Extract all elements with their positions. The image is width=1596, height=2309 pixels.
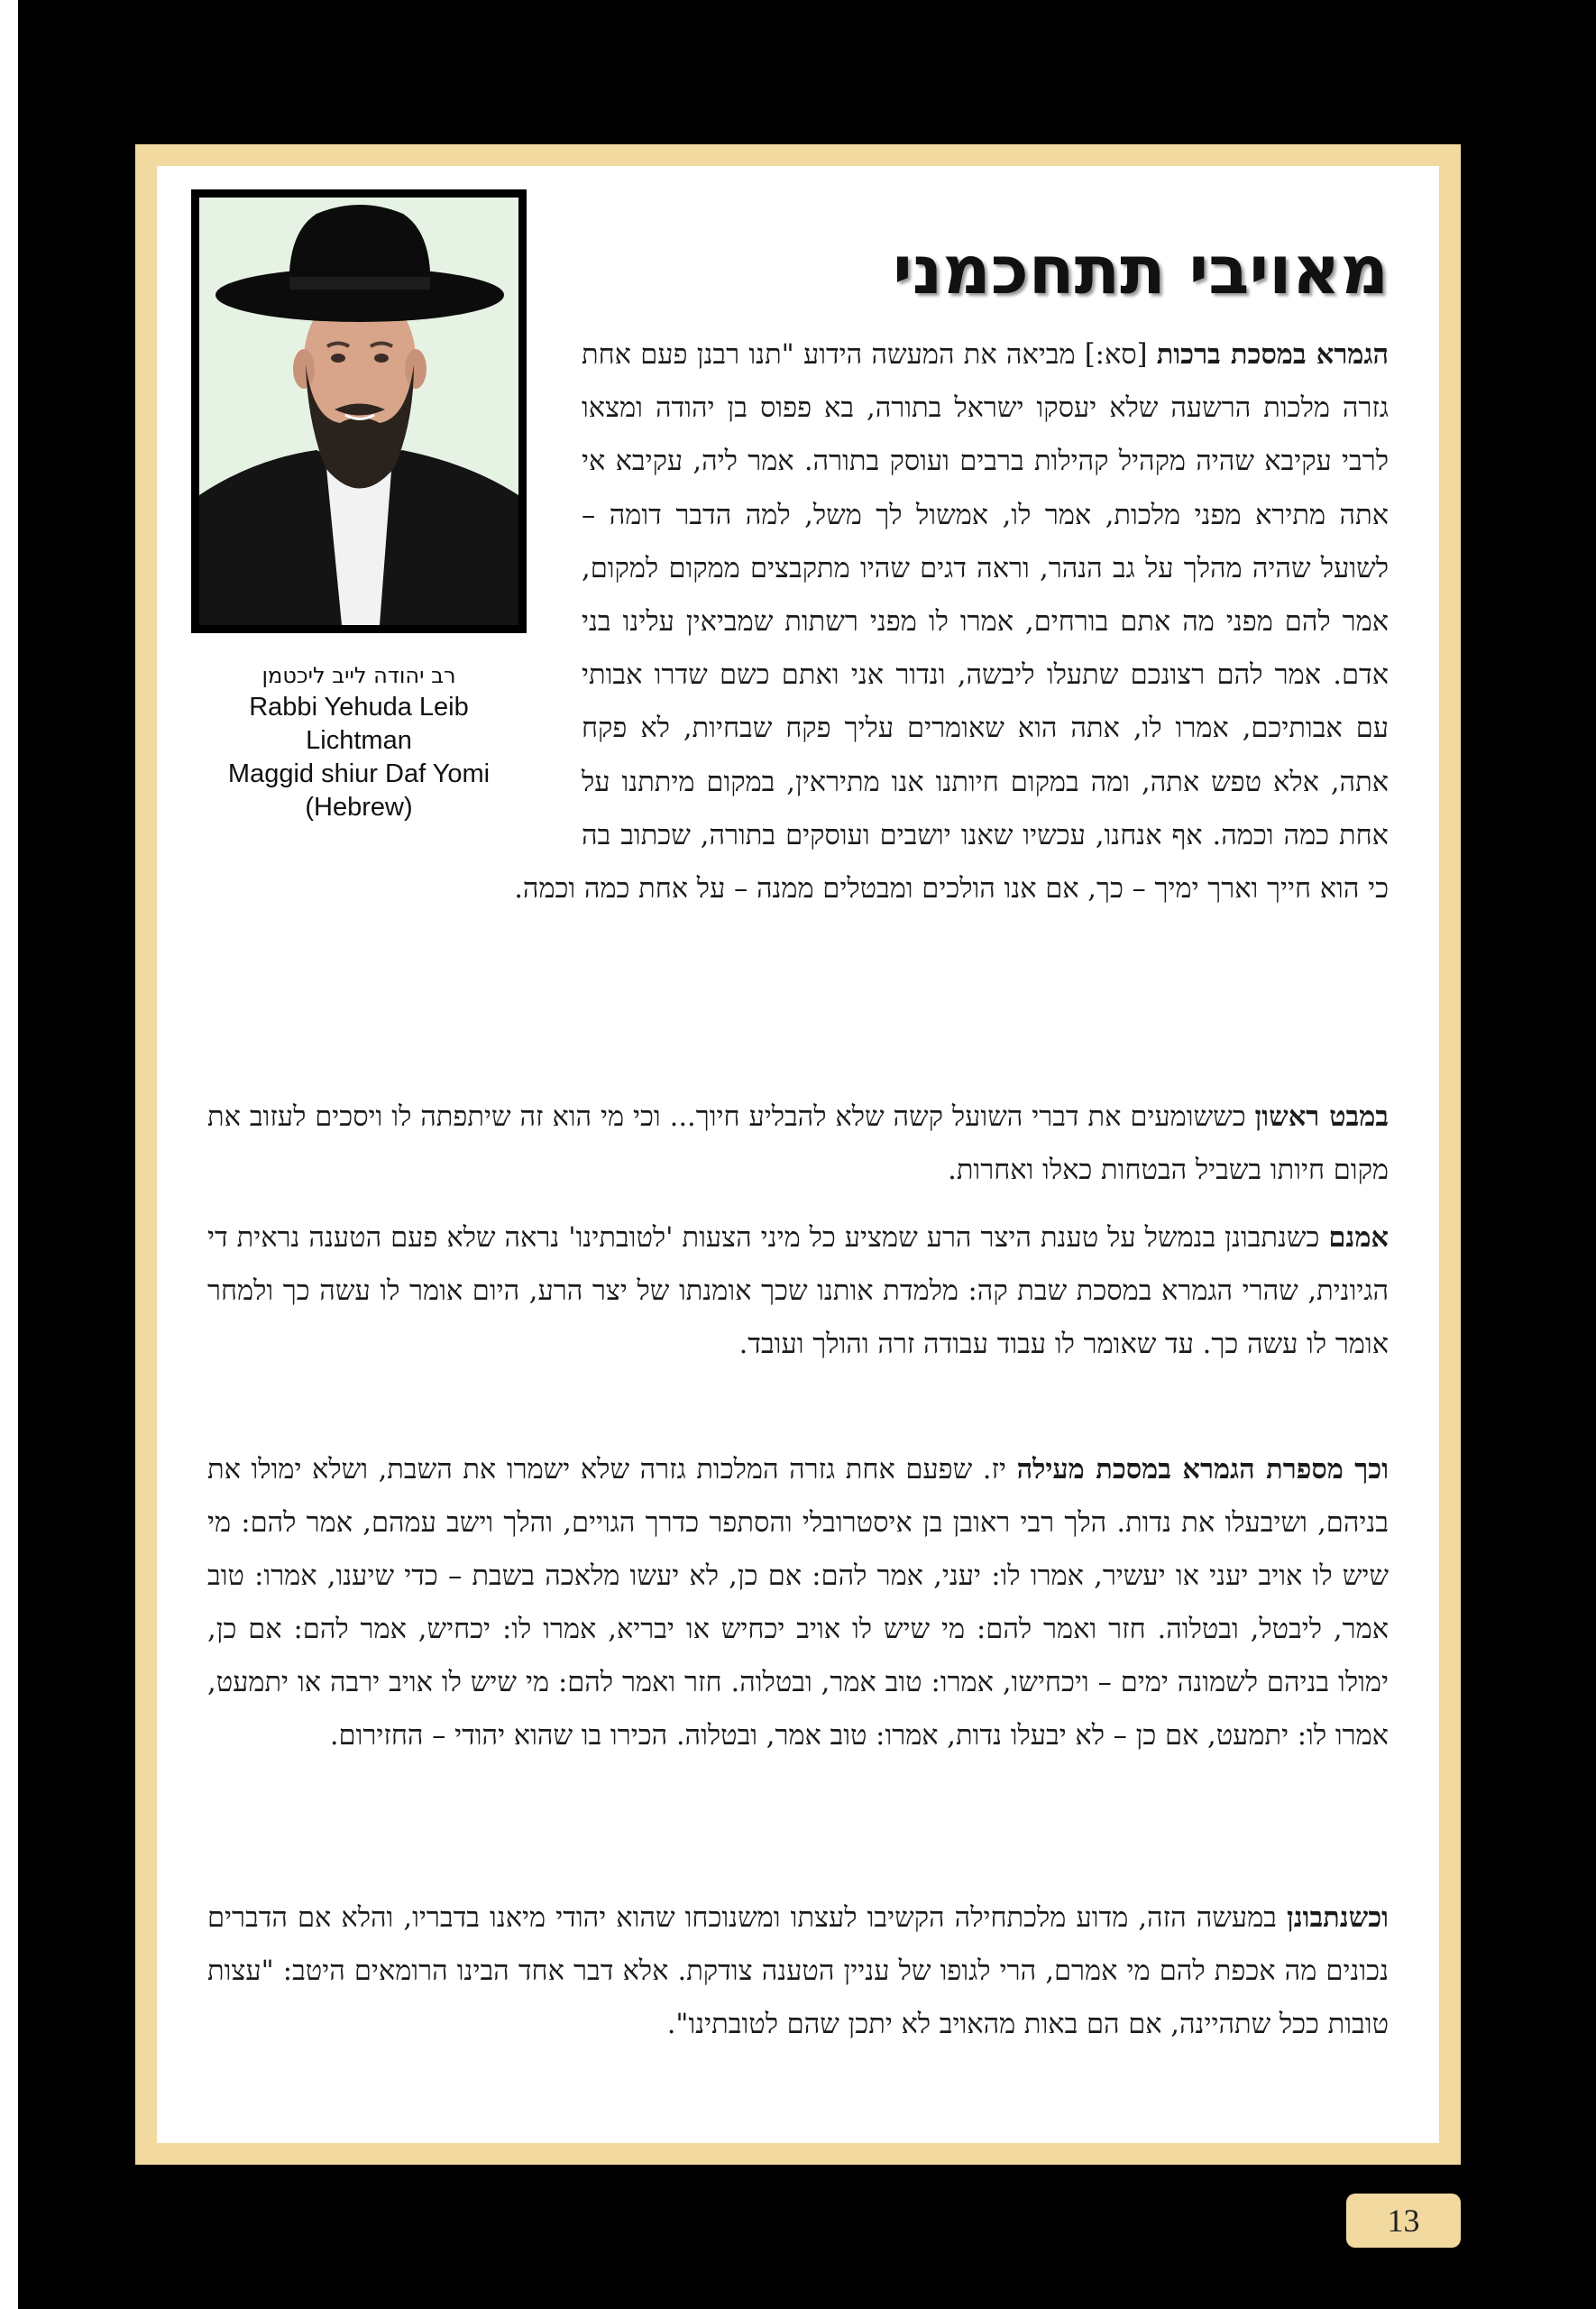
paragraph-lead: אמנם [1328, 1221, 1389, 1254]
article-paragraph [207, 328, 1389, 915]
article-title: מאויבי תתחכמני [892, 232, 1389, 309]
author-english-name-line2: Lichtman [306, 726, 412, 755]
paragraph-lead: הגמרא במסכת ברכות [1156, 338, 1389, 371]
author-hebrew-name: רב יהודה לייב ליכטמן [261, 663, 456, 688]
author-english-name-line1: Rabbi Yehuda Leib [249, 693, 469, 722]
paragraph-text: כששומעים את דברי השועל קשה שלא להבליע חיוך... וכי מי הוא זה שיתפתה לו ויסכים לעזוב את מקום חיותו בשביל הבטחות כאלו ואחרות. [207, 1101, 1389, 1186]
photo-wrap-spacer [207, 328, 582, 856]
article-paragraph [207, 1090, 1389, 1197]
author-role-line1: Maggid shiur Daf Yomi [227, 759, 491, 788]
paragraph-text: [סא:] מביאה את המעשה הידוע "תנו רבנן פעם אחת גזרה מלכות הרשעה שלא יעסקו ישראל בתורה, בא פפוס בן יהודה ומצאו לרבי עקיבא שהיה מקהיל קהילות ברבים ועוסק בתורה. אמר ליה, עקיבא אי אתה מתירא מפני מלכות, אמר לו, אמשול לך משל, למה הדבר דומה – לשועל שהיה מהלך על גב הנהר, וראה דגים שהיו מתקבצים ממקום למקום, אמר להם מפני מה אתם בורחים, אמרו לו מפני רשתות שמביאין עלינו בני אדם. אמר להם רצונכם שתעלו ליבשה, ונדור אני ואתם כשם שדרו אבותי עם אבותיכם, אמרו לו, אתה הוא שאומרים עליך פקח שבחיות, לא פקח אתה, אלא טפש אתה, ומה במקום חיותנו אנו מתיראין, במקום מיתתנו על אחת כמה וכמה. אף אנחנו, עכשיו שאנו יושבים ועוסקים בתורה, שכתוב בה כי הוא חייך וארך ימיך – כך, אם אנו הולכים ומבטלים ממנה – על אחת כמה וכמה. [514, 339, 1389, 906]
paragraph-text: יז. שפעם אחת גזרה המלכות גזרה שלא ישמרו את השבת, ושלא ימולו את בניהם, ושיבעלו את נדות. הלך רבי ראובן בן איסטרובלי והסתפר כדרך הגויים, והלך וישב עמהם, אמר להם: מי שיש לו אויב יעני או יעשיר, אמרו לו: יעני, אמר להם: אם כן, לא יעשו מלאכה בשבת – כדי שיענו, אמרו: טוב אמר, ליבטל, ובטלוה. חזר ואמר להם: מי שיש לו אויב יכחיש או יבריא, אמרו לו: יכחיש, אמר להם: אם כן, ימולו בניהם לשמונה ימים – ויכחישו, אמרו: טוב אמר, ובטלוה. חזר ואמר להם: מי שיש לו אויב ירבה או יתמעט, אמרו לו: יתמעט, אם כן – לא יבעלו נדות, אמרו: טוב אמר, ובטלוה. הכירו בו שהוא יהודי – החזירום. [207, 1454, 1389, 1752]
paragraph-lead: במבט ראשון [1254, 1100, 1389, 1133]
author-role-line2: (Hebrew) [305, 793, 413, 822]
article-paragraph [207, 1891, 1389, 2051]
paragraph-lead: וכך מספרת הגמרא במסכת מעילה [1016, 1453, 1389, 1486]
page-number: 13 [1346, 2194, 1461, 2248]
article-paragraph [207, 1211, 1389, 1371]
article-paragraph [207, 1443, 1389, 1762]
paragraph-text: במעשה הזה, מדוע מלכתחילה הקשיבו לעצתו ומשנוכחו שהוא יהודי מיאנו בדבריו, והלא אם הדברים נכונים מה אכפת להם מי אמרם, הרי לגופו של עניין הטענה צודקת. אלא דבר אחד הבינו הרומאים היטב: "עצות טובות ככל שתהיינה, אם הם באות מהאויב לא יתכן שהם לטובתינו". [207, 1902, 1389, 2040]
paragraph-text: כשנתבונן בנמשל על טענת היצר הרע שמציע כל מיני הצעות 'לטובתינו' נראה שלא פעם הטענה נראית די הגיונית, שהרי הגמרא במסכת שבת קה: מלמדת אותנו שכך אומנתו של יצר הרע, היום אומר לו עשה כך ולמחר אומר לו עשה כך. עד שאומר לו עבוד עבודה זרה והולך ועובד. [207, 1222, 1389, 1360]
paragraph-lead: וכשנתבונן [1286, 1901, 1389, 1934]
